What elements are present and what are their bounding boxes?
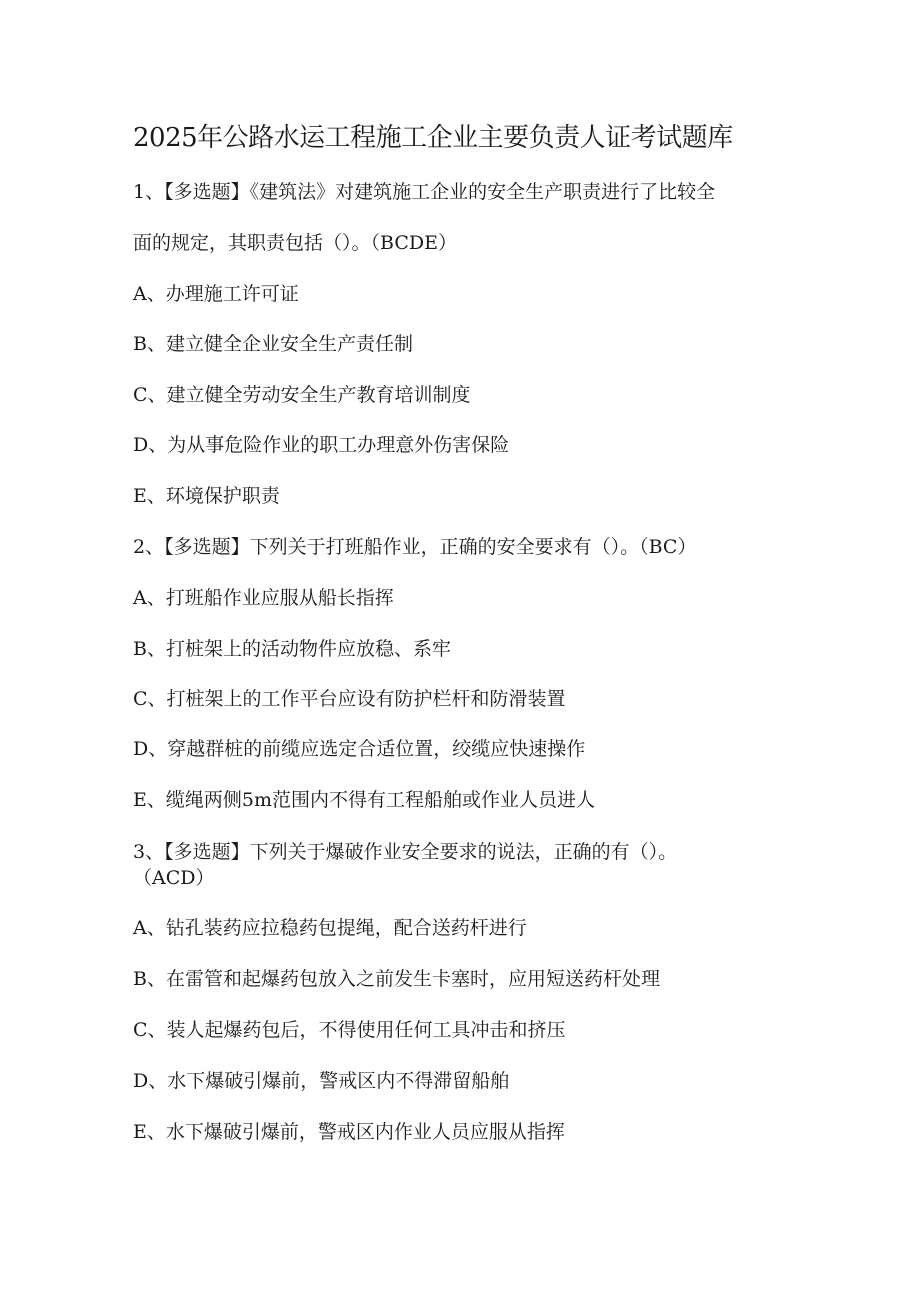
question-1-option-a: A、办理施工许可证 <box>133 283 299 305</box>
question-3-stem-line-1: 3、【多选题】下列关于爆破作业安全要求的说法，正确的有（）。 <box>133 841 678 863</box>
question-3-option-a: A、钻孔装药应拉稳药包提绳，配合送药杆进行 <box>133 917 527 939</box>
question-3-option-e: E、水下爆破引爆前，警戒区内作业人员应服从指挥 <box>133 1121 565 1143</box>
question-2-stem-line-1: 2、【多选题】下列关于打班船作业，正确的安全要求有（）。（BC） <box>133 536 697 558</box>
question-1-stem-line-2: 面的规定，其职责包括（）。（BCDE） <box>133 232 457 254</box>
question-1-option-d: D、为从事危险作业的职工办理意外伤害保险 <box>133 434 510 456</box>
question-3-option-d: D、水下爆破引爆前，警戒区内不得滞留船舶 <box>133 1070 510 1092</box>
question-1-option-b: B、建立健全企业安全生产责任制 <box>133 333 413 355</box>
question-2-option-b: B、打桩架上的活动物件应放稳、系牢 <box>133 638 451 660</box>
document-title: 2025年公路水运工程施工企业主要负责人证考试题库 <box>133 123 733 153</box>
question-3-option-b: B、在雷管和起爆药包放入之前发生卡塞时，应用短送药杆处理 <box>133 968 660 990</box>
question-2-option-c: C、打桩架上的工作平台应设有防护栏杆和防滑装置 <box>133 688 566 710</box>
question-2-option-d: D、穿越群桩的前缆应选定合适位置，绞缆应快速操作 <box>133 738 586 760</box>
question-1-stem-line-1: 1、【多选题】《建筑法》对建筑施工企业的安全生产职责进行了比较全 <box>133 181 716 203</box>
question-1-option-c: C、建立健全劳动安全生产教育培训制度 <box>133 384 471 406</box>
question-3-option-c: C、装人起爆药包后，不得使用任何工具冲击和挤压 <box>133 1019 566 1041</box>
question-3-stem-line-2: （ACD） <box>133 867 215 889</box>
question-1-option-e: E、环境保护职责 <box>133 485 280 507</box>
question-2-option-e: E、缆绳两侧5m范围内不得有工程船舶或作业人员进人 <box>133 789 595 811</box>
question-2-option-a: A、打班船作业应服从船长指挥 <box>133 587 394 609</box>
